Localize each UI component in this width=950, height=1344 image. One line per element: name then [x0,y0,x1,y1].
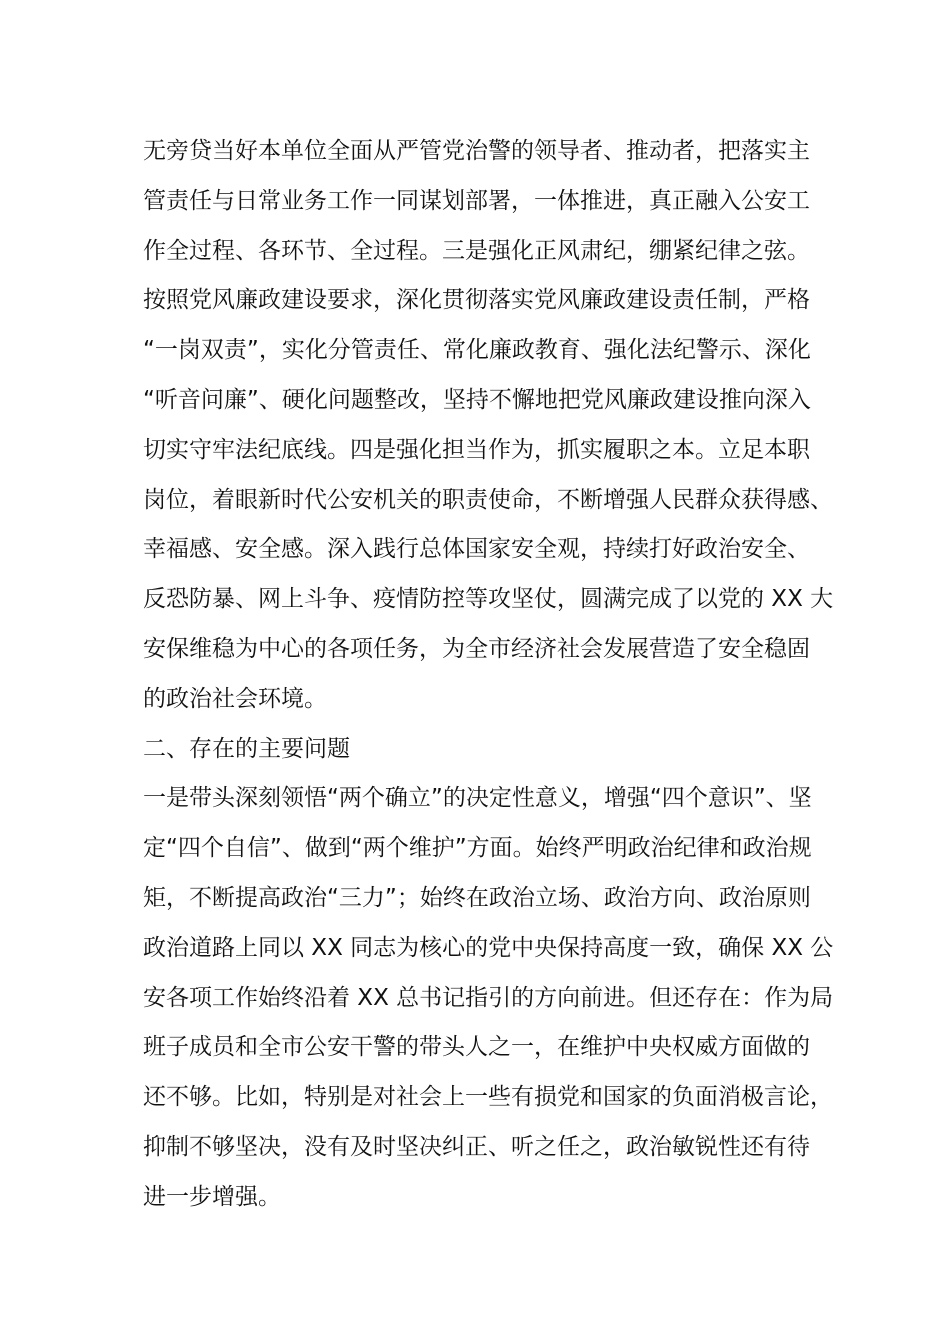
text-line: 按照党风廉政建设要求，深化贯彻落实党风廉政建设责任制，严格 [143,287,810,314]
text-line: 一是带头深刻领悟“两个确立”的决定性意义，增强“四个意识”、坚 [143,785,812,812]
text-line: 安各项工作始终沿着 XX 总书记指引的方向前进。但还存在：作为局 [143,984,834,1011]
text-line: 政治道路上同以 XX 同志为核心的党中央保持高度一致，确保 XX 公 [143,934,834,961]
section-heading: 二、存在的主要问题 [143,735,350,762]
text-line: 安保维稳为中心的各项任务，为全市经济社会发展营造了安全稳固 [143,635,810,662]
text-line: 还不够。比如，特别是对社会上一些有损党和国家的负面消极言论， [143,1084,833,1111]
text-line: 幸福感、安全感。深入践行总体国家安全观，持续打好政治安全、 [143,536,810,563]
document-body [143,127,843,1223]
text-line: “听音问廉”、硬化问题整改，坚持不懈地把党风廉政建设推向深入 [143,386,811,413]
text-line: 反恐防暴、网上斗争、疫情防控等攻坚仗，圆满完成了以党的 XX 大 [143,586,834,613]
text-line: 无旁贷当好本单位全面从严管党治警的领导者、推动者，把落实主 [143,138,810,164]
text-line: 作全过程、各环节、全过程。三是强化正风肃纪，绷紧纪律之弦。 [143,237,810,264]
text-line: 定“四个自信”、做到“两个维护”方面。始终严明政治纪律和政治规 [143,835,812,862]
text-line: 岗位，着眼新时代公安机关的职责使命，不断增强人民群众获得感、 [143,486,833,513]
text-line: 班子成员和全市公安干警的带头人之一，在维护中央权威方面做的 [143,1034,810,1061]
text-line: “一岗双责”，实化分管责任、常化廉政教育、强化法纪警示、深化 [143,337,811,364]
text-line: 进一步增强。 [143,1183,281,1210]
text-line: 矩，不断提高政治“三力”；始终在政治立场、政治方向、政治原则 [143,884,811,911]
text-line: 抑制不够坚决，没有及时坚决纠正、听之任之，政治敏锐性还有待 [143,1133,810,1160]
text-line: 的政治社会环境。 [143,685,327,712]
text-line: 管责任与日常业务工作一同谋划部署，一体推进，真正融入公安工 [143,187,810,214]
text-line: 切实守牢法纪底线。四是强化担当作为，抓实履职之本。立足本职 [143,436,810,463]
